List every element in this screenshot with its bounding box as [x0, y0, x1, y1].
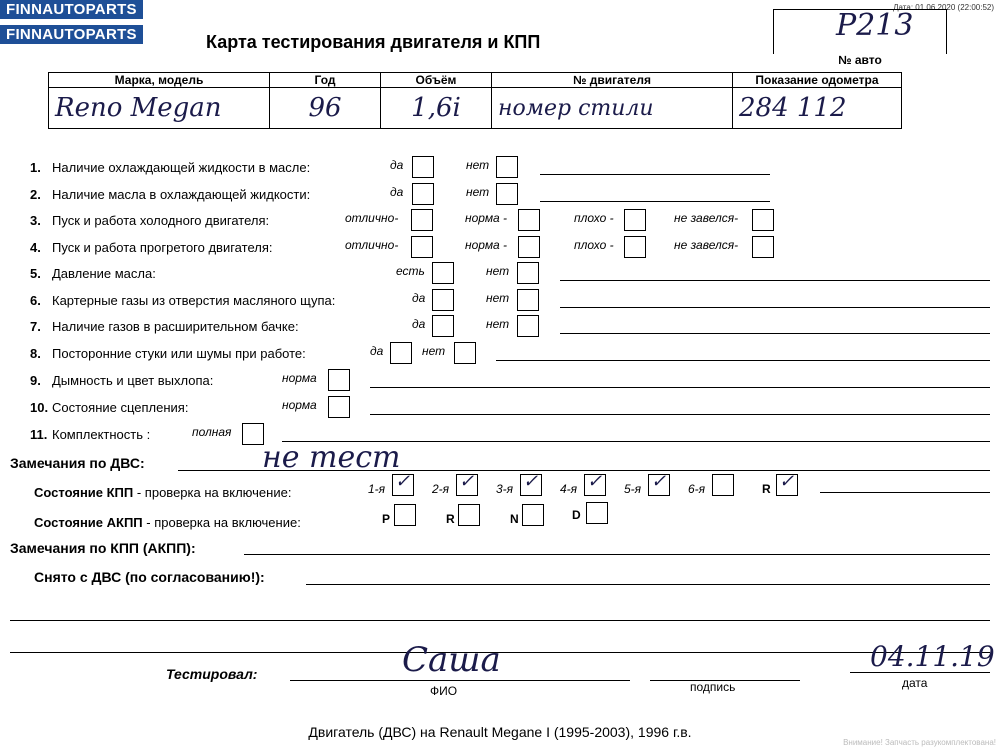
tester-name-line: [290, 680, 630, 681]
option-label: нет: [486, 291, 510, 305]
option-label: плохо -: [574, 238, 614, 252]
checklist-item: [0, 423, 1000, 447]
item-label: Комплектность :: [52, 427, 151, 442]
signature-caption: подпись: [690, 680, 736, 694]
answer-line: [560, 333, 990, 334]
checkbox[interactable]: [496, 156, 518, 178]
checkbox[interactable]: [496, 183, 518, 205]
atf-position-label: D: [572, 508, 581, 522]
item-label: Наличие охлаждающей жидкости в масле:: [52, 160, 311, 175]
checklist-item: [0, 209, 1000, 233]
checkbox[interactable]: [328, 369, 350, 391]
checkbox[interactable]: [432, 262, 454, 284]
auto-gearbox-suffix: - проверка на включение:: [142, 515, 301, 530]
tester-name-caption: ФИО: [430, 684, 458, 698]
blank-line: [10, 620, 990, 621]
checklist-item: [0, 236, 1000, 260]
value-volume: 1,6i: [381, 88, 492, 129]
col-odometer: Показание одометра: [733, 73, 902, 88]
header-table: [48, 72, 902, 129]
atf-position-label: N: [510, 512, 519, 526]
atf-position-label: R: [446, 512, 455, 526]
gear-checkbox[interactable]: [648, 471, 670, 496]
gear-checkbox[interactable]: [776, 471, 798, 496]
answer-line: [540, 201, 770, 202]
option-label: плохо -: [574, 211, 614, 225]
item-number: 9.: [30, 373, 41, 388]
watermark-logo-2: FINNAUTOPARTS: [0, 25, 143, 44]
item-number: 3.: [30, 213, 41, 228]
item-label: Наличие газов в расширительном бачке:: [52, 319, 299, 334]
gearbox-label: Состояние КПП: [34, 485, 134, 500]
checkbox[interactable]: [454, 342, 476, 364]
option-label: норма -: [465, 211, 508, 225]
checklist-item: [0, 342, 1000, 366]
item-number: 1.: [30, 160, 41, 175]
gear-checkbox[interactable]: [712, 474, 734, 496]
gearbox-label-line: [34, 485, 291, 500]
option-label: отлично-: [345, 211, 399, 225]
answer-line: [370, 414, 990, 415]
checklist-item: [0, 262, 1000, 286]
gearbox-suffix: - проверка на включение:: [133, 485, 292, 500]
gear-checkbox[interactable]: [392, 471, 414, 496]
auto-gearbox-label: Состояние АКПП: [34, 515, 143, 530]
item-number: 11.: [30, 427, 48, 442]
option-label: не завелся-: [674, 238, 739, 252]
option-label: не завелся-: [674, 211, 739, 225]
col-volume: Объём: [381, 73, 492, 88]
atf-checkbox[interactable]: [586, 502, 608, 524]
option-label: нет: [422, 344, 446, 358]
value-year: 96: [270, 88, 381, 129]
checkbox[interactable]: [328, 396, 350, 418]
atf-checkbox[interactable]: [522, 504, 544, 526]
checklist-item: [0, 183, 1000, 207]
checkbox[interactable]: [752, 236, 774, 258]
tester-name: Саша: [402, 640, 501, 680]
gear-checkbox[interactable]: [456, 471, 478, 496]
item-label: Давление масла:: [52, 266, 156, 281]
item-number: 7.: [30, 319, 41, 334]
checkbox[interactable]: [390, 342, 412, 364]
tester-label: Тестировал:: [166, 666, 258, 682]
option-label: нет: [466, 185, 490, 199]
item-label: Дымность и цвет выхлопа:: [52, 373, 214, 388]
gear-mark: ✓: [779, 471, 795, 492]
checkbox[interactable]: [412, 156, 434, 178]
footer-note: Внимание! Запчасть разукомплектована!: [843, 738, 996, 747]
gear-label: 6-я: [688, 482, 706, 496]
remarks-engine-label: Замечания по ДВС:: [10, 455, 145, 471]
gear-label: 1-я: [368, 482, 386, 496]
col-year: Год: [270, 73, 381, 88]
col-engine-number: № двигателя: [492, 73, 733, 88]
atf-checkbox[interactable]: [458, 504, 480, 526]
option-label: да: [412, 291, 426, 305]
checkbox[interactable]: [432, 289, 454, 311]
option-label: нет: [486, 264, 510, 278]
reg-number-value: P213: [836, 8, 914, 43]
gear-checkbox[interactable]: [520, 471, 542, 496]
page-title: Карта тестирования двигателя и КПП: [206, 32, 541, 52]
gear-label: R: [762, 482, 771, 496]
value-engine-number: номер стили: [492, 88, 733, 129]
checklist-item: [0, 369, 1000, 393]
remarks-gearbox-line: [244, 554, 990, 555]
date-line: [850, 672, 990, 673]
gearbox-line: [820, 492, 990, 493]
checkbox[interactable]: [517, 315, 539, 337]
removed-line: [306, 584, 990, 585]
checkbox[interactable]: [752, 209, 774, 231]
answer-line: [370, 387, 990, 388]
item-label: Посторонние стуки или шумы при работе:: [52, 346, 306, 361]
checklist-item: [0, 289, 1000, 313]
item-number: 10.: [30, 400, 49, 415]
gear-mark: ✓: [651, 471, 667, 492]
option-label: полная: [192, 425, 232, 439]
remarks-engine-value: не тест: [262, 440, 401, 475]
photo-caption: Двигатель (ДВС) на Renault Megane I (1995-2003), 1996 г.в.: [308, 724, 692, 740]
item-number: 5.: [30, 266, 41, 281]
answer-line: [560, 280, 990, 281]
item-number: 2.: [30, 187, 41, 202]
checkbox[interactable]: [517, 262, 539, 284]
date-stamp: Дата: 01.06.2020 (22:00:52): [893, 3, 994, 12]
gear-mark: ✓: [523, 471, 539, 492]
gear-mark: ✓: [395, 471, 411, 492]
gear-label: 4-я: [560, 482, 578, 496]
gear-mark: ✓: [587, 471, 603, 492]
gear-label: 3-я: [496, 482, 514, 496]
checkbox[interactable]: [624, 236, 646, 258]
item-label: Наличие масла в охлаждающей жидкости:: [52, 187, 311, 202]
checkbox[interactable]: [518, 209, 540, 231]
remarks-gearbox-label: Замечания по КПП (АКПП):: [10, 540, 196, 556]
checklist-item: [0, 396, 1000, 420]
item-label: Пуск и работа прогретого двигателя:: [52, 240, 273, 255]
checklist-item: [0, 156, 1000, 180]
answer-line: [540, 174, 770, 175]
date-caption: дата: [902, 676, 928, 690]
auto-gearbox-label-line: [34, 515, 301, 530]
option-label: нет: [486, 317, 510, 331]
option-label: да: [370, 344, 384, 358]
gear-mark: ✓: [459, 471, 475, 492]
col-model: Марка, модель: [49, 73, 270, 88]
checkbox[interactable]: [624, 209, 646, 231]
checkbox[interactable]: [411, 236, 433, 258]
checklist-item: [0, 315, 1000, 339]
reg-number-label: № авто: [838, 53, 882, 67]
option-label: да: [412, 317, 426, 331]
item-label: Пуск и работа холодного двигателя:: [52, 213, 270, 228]
option-label: норма: [282, 371, 317, 385]
option-label: норма -: [465, 238, 508, 252]
option-label: есть: [396, 264, 425, 278]
gear-label: 5-я: [624, 482, 642, 496]
item-number: 6.: [30, 293, 41, 308]
answer-line: [496, 360, 990, 361]
item-number: 4.: [30, 240, 41, 255]
option-label: да: [390, 158, 404, 172]
option-label: да: [390, 185, 404, 199]
item-label: Состояние сцепления:: [52, 400, 189, 415]
item-number: 8.: [30, 346, 41, 361]
test-date: 04.11.19: [870, 640, 995, 673]
option-label: отлично-: [345, 238, 399, 252]
checkbox[interactable]: [411, 209, 433, 231]
removed-label: Снято с ДВС (по согласованию!):: [34, 569, 265, 585]
atf-checkbox[interactable]: [394, 504, 416, 526]
value-odometer: 284 112: [733, 88, 902, 129]
checkbox[interactable]: [242, 423, 264, 445]
item-label: Картерные газы из отверстия масляного щупа:: [52, 293, 336, 308]
option-label: норма: [282, 398, 317, 412]
option-label: нет: [466, 158, 490, 172]
gear-label: 2-я: [432, 482, 450, 496]
value-model: Reno Megan: [49, 88, 270, 129]
checkbox[interactable]: [518, 236, 540, 258]
watermark-logo-1: FINNAUTOPARTS: [0, 0, 143, 19]
gear-checkbox[interactable]: [584, 471, 606, 496]
answer-line: [560, 307, 990, 308]
atf-position-label: P: [382, 512, 391, 526]
checkbox[interactable]: [432, 315, 454, 337]
checkbox[interactable]: [412, 183, 434, 205]
reg-number-box: [773, 9, 947, 54]
checkbox[interactable]: [517, 289, 539, 311]
